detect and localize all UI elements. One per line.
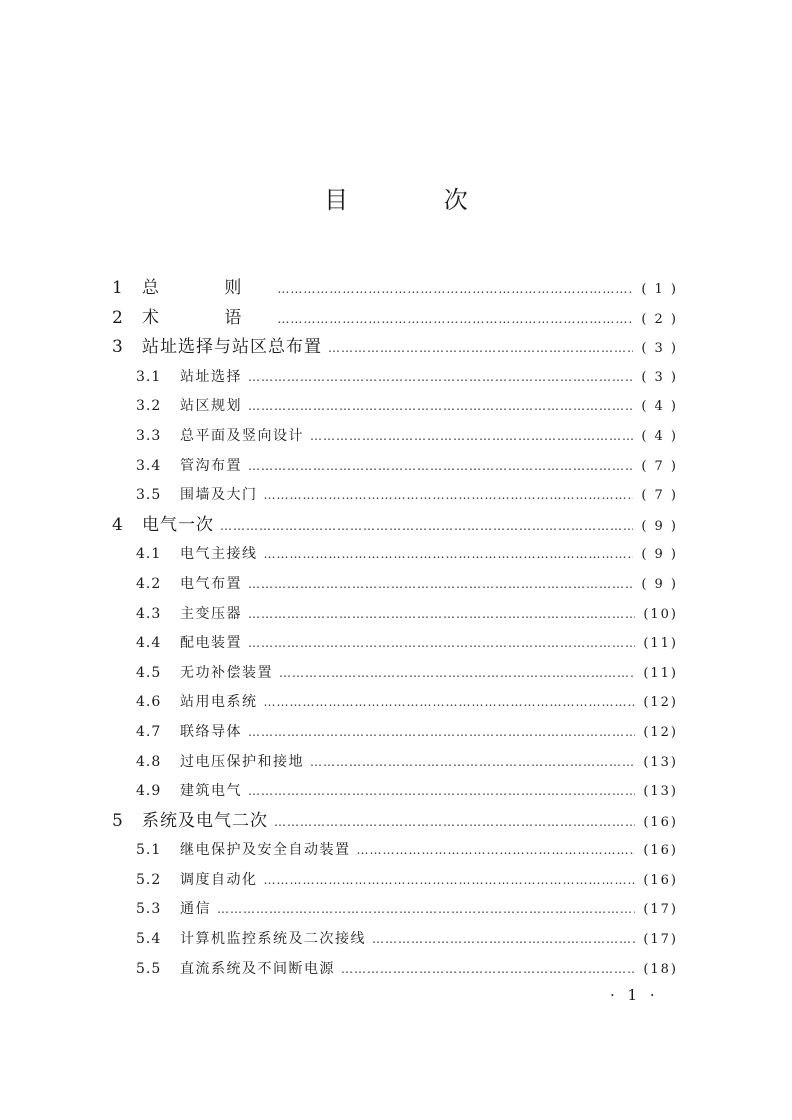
toc-chapter-entry[interactable] [112,511,678,541]
toc-entry-title: 建筑电气 [180,783,242,800]
toc-entry-page: ( 3 ) [641,369,678,385]
toc-entry-number: 4.8 [136,753,162,770]
toc-dot-leader [264,688,636,718]
toc-entry-title: 配电装置 [180,635,242,652]
toc-entry-title: 直流系统及不间断电源 [180,960,335,977]
toc-section-entry[interactable] [112,659,678,689]
toc-section-entry[interactable] [112,925,678,955]
toc-entry-page: (16) [643,814,678,830]
toc-chapter-entry[interactable] [112,274,678,304]
toc-entry-page: ( 9 ) [641,576,678,592]
toc-section-entry[interactable] [112,481,678,511]
toc-entry-number: 4.2 [136,575,162,592]
toc-entry-title: 站址选择与站区总布置 [142,337,322,358]
toc-entry-number: 4.9 [136,783,162,800]
toc-section-entry[interactable] [112,718,678,748]
toc-chapter-entry[interactable] [112,304,678,334]
toc-dot-leader [248,718,635,748]
toc-dot-leader [248,363,633,393]
toc-section-entry[interactable] [112,836,678,866]
toc-entry-number: 3.4 [136,457,162,474]
toc-dot-leader [220,512,633,542]
toc-entry-number: 2 [112,307,123,328]
toc-entry-page: (16) [643,872,678,888]
toc-entry-page: (17) [643,902,678,918]
toc-dot-leader [264,540,634,570]
toc-section-entry[interactable] [112,363,678,393]
toc-entry-title: 主变压器 [180,605,242,622]
toc-entry-title: 继电保护及安全自动装置 [180,842,351,859]
toc-entry-title: 计算机监控系统及二次接线 [180,931,366,948]
toc-entry-number: 5.3 [136,901,162,918]
toc-section-entry[interactable] [112,540,678,570]
toc-entry-page: (18) [643,961,678,977]
toc-entry-title: 无功补偿装置 [180,664,273,681]
toc-section-entry[interactable] [112,629,678,659]
toc-dot-leader [217,895,635,925]
toc-entry-page: (11) [643,665,678,681]
toc-chapter-entry[interactable] [112,333,678,363]
toc-dot-leader [274,808,635,838]
toc-entry-page: ( 7 ) [641,488,678,504]
toc-entry-title: 站址选择 [180,368,242,385]
toc-entry-title: 电气一次 [142,514,214,535]
toc-dot-leader [264,481,634,511]
toc-dot-leader [328,334,633,364]
toc-entry-page: ( 9 ) [641,518,678,534]
toc-section-entry[interactable] [112,955,678,985]
toc-entry-title: 过电压保护和接地 [180,753,304,770]
toc-entry-number: 4.3 [136,605,162,622]
toc-entry-page: ( 4 ) [641,428,678,444]
toc-entry-page: ( 9 ) [641,547,678,563]
toc-entry-number: 3.3 [136,427,162,444]
toc-entry-number: 3.1 [136,368,162,385]
toc-entry-number: 5.1 [136,842,162,859]
toc-entry-number: 1 [112,278,123,298]
toc-section-entry[interactable] [112,570,678,600]
toc-dot-leader [310,422,633,452]
toc-entry-page: ( 2 ) [641,311,678,327]
toc-section-entry[interactable] [112,392,678,422]
toc-entry-number: 4.4 [136,635,162,652]
toc-entry-page: (13) [643,754,678,770]
toc-entry-title: 调度自动化 [180,871,258,888]
toc-entry-title: 电气主接线 [180,546,258,563]
toc-section-entry[interactable] [112,777,678,807]
toc-entry-title: 总平面及竖向设计 [180,427,304,444]
table-of-contents [112,274,678,984]
toc-section-entry[interactable] [112,748,678,778]
toc-entry-title: 电气布置 [180,575,242,592]
toc-dot-leader [248,570,633,600]
toc-section-entry[interactable] [112,866,678,896]
toc-entry-number: 5.2 [136,871,162,888]
toc-entry-number: 3.2 [136,398,162,415]
toc-dot-leader [372,925,635,955]
toc-entry-page: (17) [643,932,678,948]
toc-section-entry[interactable] [112,688,678,718]
toc-entry-page: (11) [643,636,678,652]
toc-dot-leader [279,659,635,689]
toc-entry-title: 系统及电气二次 [142,810,268,831]
toc-dot-leader [248,600,635,630]
page-title: 目 次 [324,186,512,214]
toc-entry-page: (10) [643,606,678,622]
toc-dot-leader [310,748,635,778]
toc-entry-number: 4 [112,514,123,535]
toc-entry-number: 3.5 [136,487,162,504]
toc-dot-leader [264,866,636,896]
toc-entry-title: 总 则 [142,278,272,298]
toc-entry-number: 4.5 [136,664,162,681]
toc-entry-title: 站用电系统 [180,694,258,711]
toc-entry-page: (12) [643,695,678,711]
toc-entry-number: 5 [112,810,123,831]
toc-entry-page: ( 1 ) [641,282,678,297]
toc-entry-title: 围墙及大门 [180,487,258,504]
toc-entry-number: 4.7 [136,723,162,740]
toc-entry-title: 联络导体 [180,723,242,740]
toc-entry-number: 5.4 [136,931,162,948]
toc-entry-number: 4.6 [136,694,162,711]
toc-dot-leader [277,305,633,335]
toc-chapter-entry[interactable] [112,807,678,837]
toc-entry-page: ( 3 ) [641,341,678,357]
toc-entry-page: (12) [643,724,678,740]
toc-dot-leader [248,452,633,482]
toc-dot-leader [248,777,635,807]
toc-dot-leader [248,392,633,422]
toc-entry-page: (13) [643,784,678,800]
toc-entry-number: 5.5 [136,960,162,977]
toc-entry-title: 站区规划 [180,398,242,415]
toc-entry-page: ( 4 ) [641,399,678,415]
toc-entry-title: 术 语 [142,307,272,328]
toc-section-entry[interactable] [112,600,678,630]
toc-section-entry[interactable] [112,895,678,925]
page-number: · 1 · [610,986,659,1004]
toc-entry-page: ( 7 ) [641,458,678,474]
toc-section-entry[interactable] [112,452,678,482]
toc-dot-leader [341,955,635,985]
toc-dot-leader [357,836,636,866]
toc-dot-leader [248,629,635,659]
toc-entry-number: 4.1 [136,546,162,563]
toc-dot-leader [277,275,633,305]
toc-entry-page: (16) [643,843,678,859]
toc-entry-number: 3 [112,337,123,358]
toc-section-entry[interactable] [112,422,678,452]
toc-entry-title: 通信 [180,901,211,918]
toc-entry-title: 管沟布置 [180,457,242,474]
